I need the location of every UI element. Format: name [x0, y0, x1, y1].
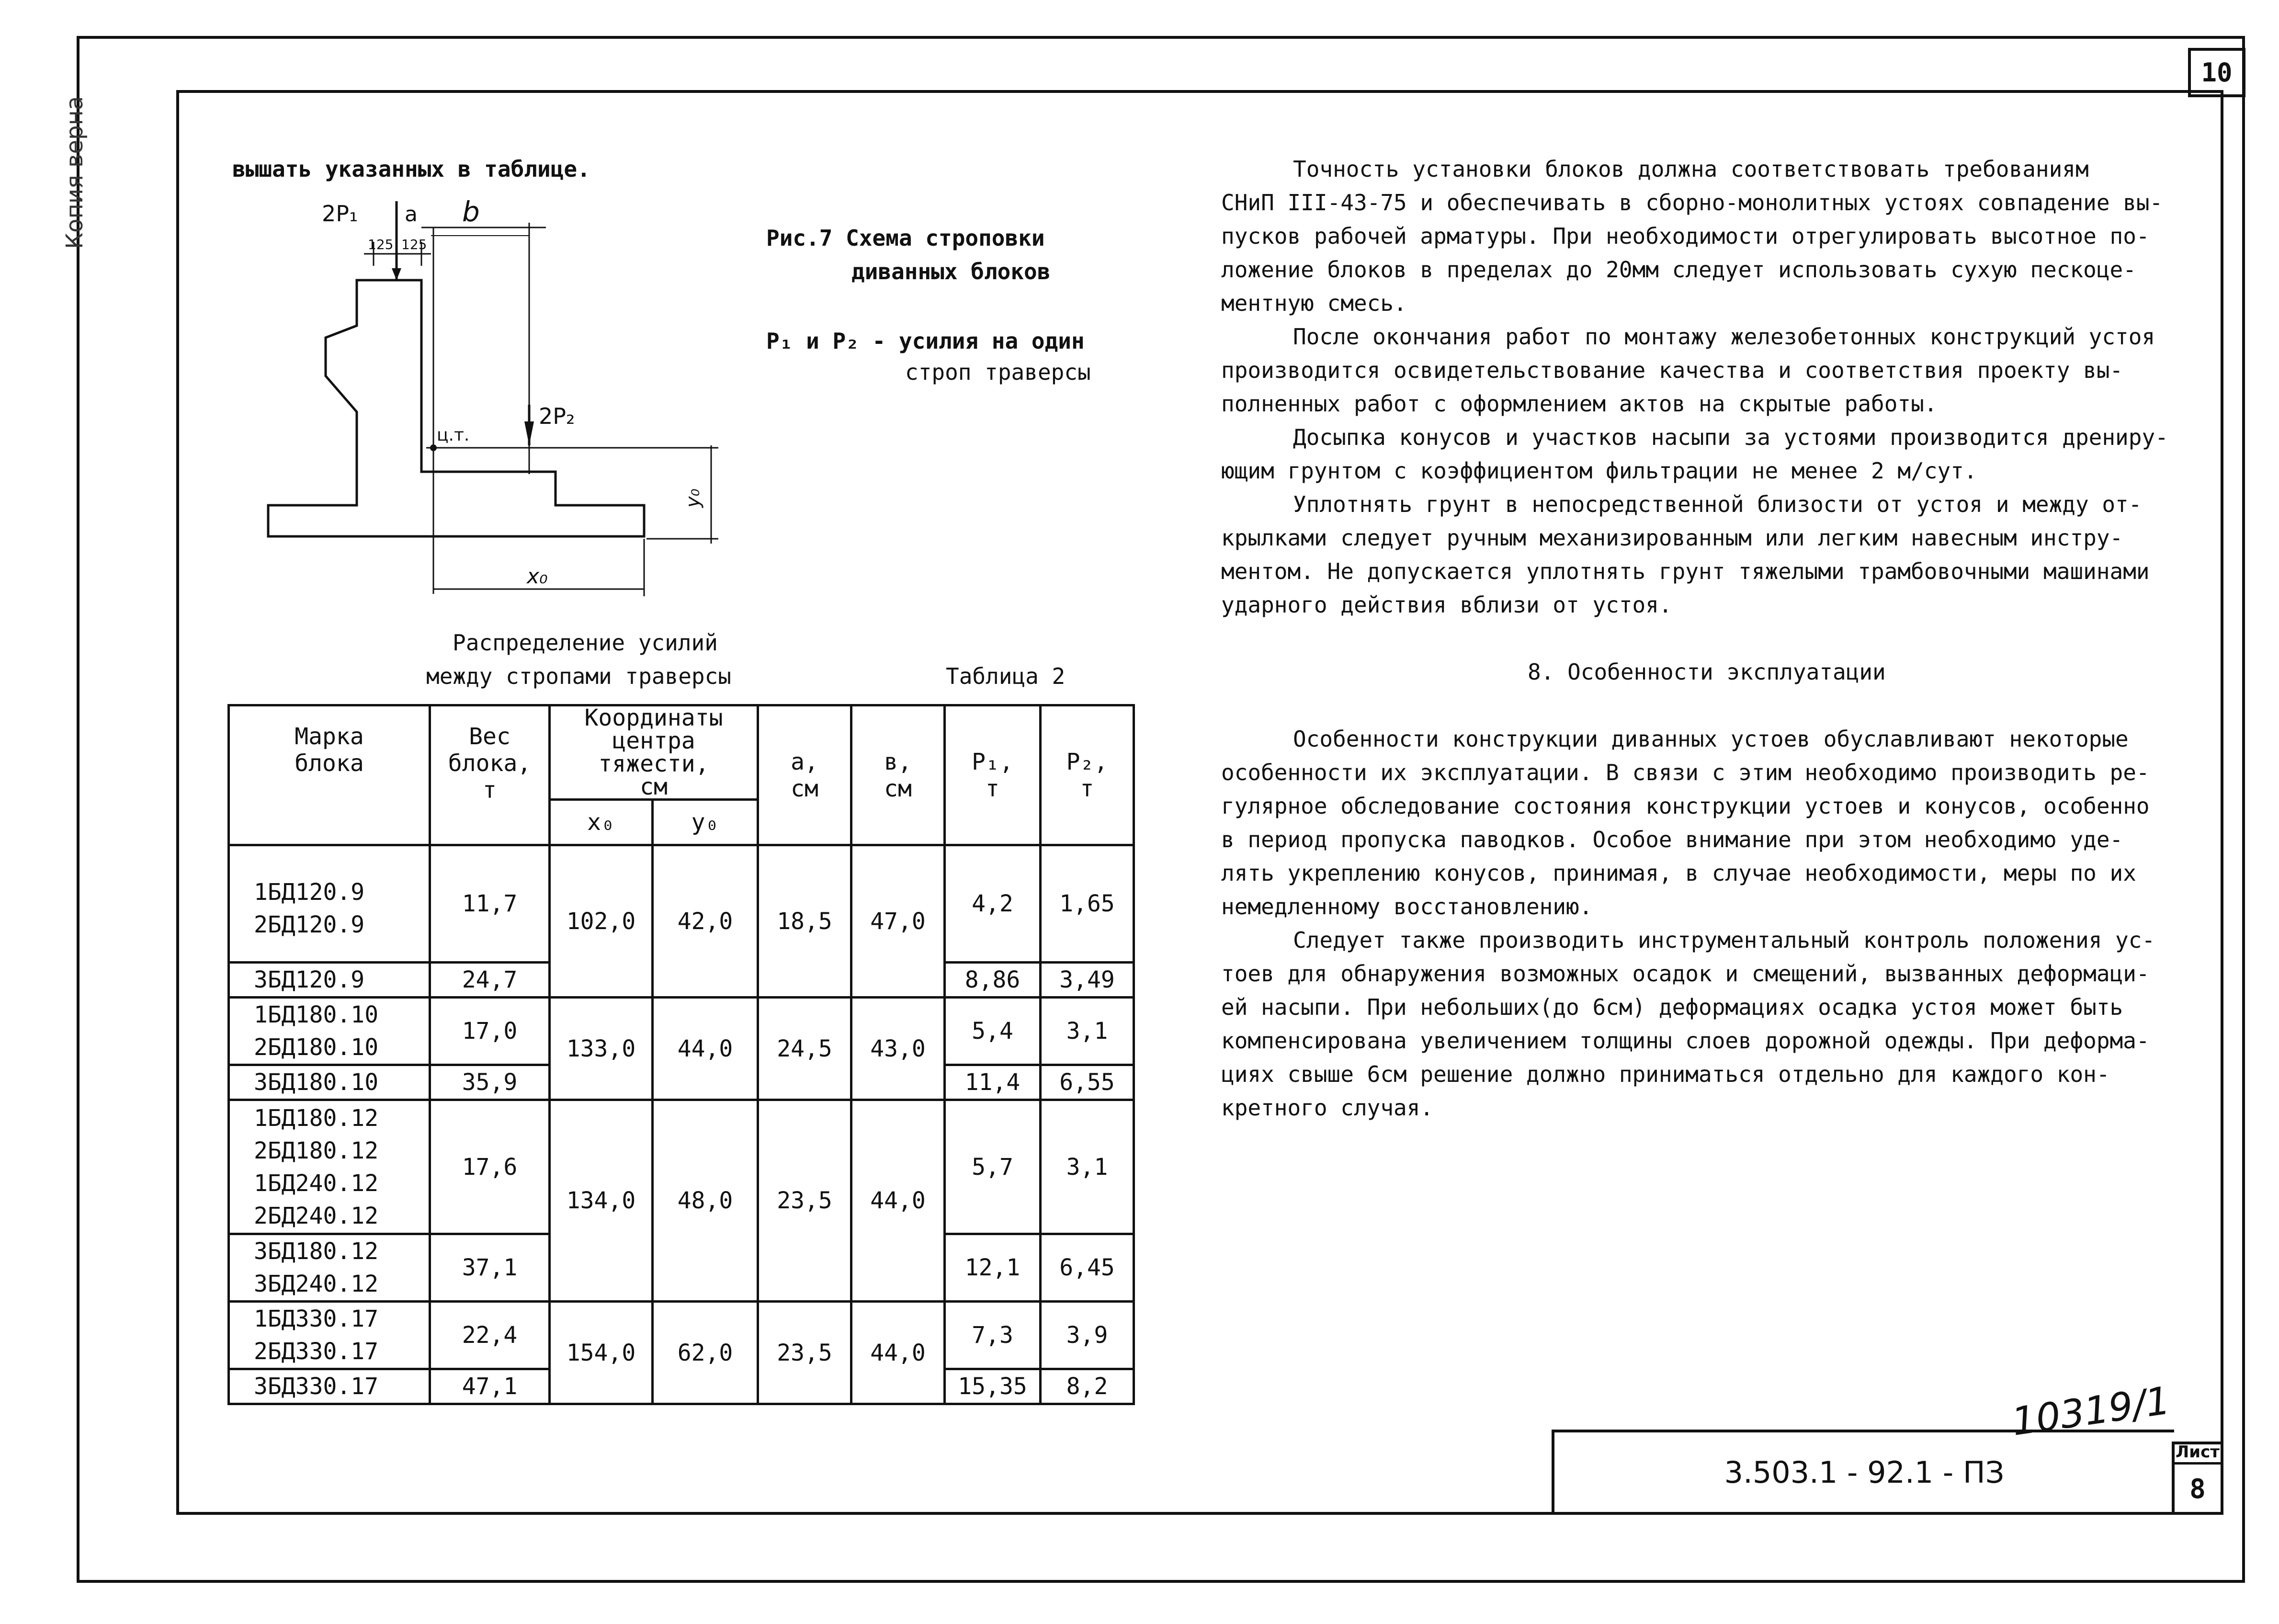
cell-x0: 133,0: [550, 998, 653, 1100]
cell-p1: 4,2: [945, 845, 1041, 963]
cell-a: 24,5: [758, 998, 851, 1100]
cell-b: 43,0: [851, 998, 945, 1100]
cell-weight: 17,6: [430, 1100, 550, 1234]
cell-a: 23,5: [758, 1100, 851, 1302]
cell-b: 47,0: [851, 845, 945, 998]
header-p1: P₁, т: [945, 705, 1041, 845]
header-x0: x₀: [550, 800, 653, 845]
cell-x0: 102,0: [550, 845, 653, 998]
header-mark: Марка блока: [229, 705, 430, 845]
cell-b: 44,0: [851, 1100, 945, 1302]
intro-line: вышать указанных в таблице.: [232, 156, 590, 182]
label-cm: ц.т.: [437, 425, 470, 445]
paragraph-inspection: После окончания работ по монтажу железобетонных конструкций устоя производится освидетельствование качества и соответствия проекту вы- полненных работ с оформлением актов на скрытые работы.: [1221, 324, 2155, 417]
table-title-line2: между стропами траверсы: [426, 663, 731, 689]
cell-p2: 6,55: [1041, 1065, 1134, 1100]
header-coords: Координаты центра тяжести, см: [550, 705, 758, 800]
cell-weight: 35,9: [430, 1065, 550, 1100]
cell-a: 18,5: [758, 845, 851, 998]
label-y0: y₀: [682, 488, 704, 508]
label-a: a: [405, 202, 418, 227]
cell-p2: 6,45: [1041, 1234, 1134, 1302]
header-a: a, см: [758, 705, 851, 845]
cell-p1: 7,3: [945, 1302, 1041, 1369]
section-heading: 8. Особенности эксплуатации: [1528, 659, 1886, 685]
label-x0: x₀: [527, 564, 548, 589]
cell-p1: 8,86: [945, 963, 1041, 998]
handwritten-number: 10319/1: [2009, 1378, 2173, 1444]
right-text-block: [1221, 152, 2168, 1124]
cell-a: 23,5: [758, 1302, 851, 1404]
cell-p2: 3,9: [1041, 1302, 1134, 1369]
cell-marks: 3БД180.10: [229, 1065, 430, 1100]
cell-p2: 8,2: [1041, 1369, 1134, 1404]
cell-x0: 134,0: [550, 1100, 653, 1302]
cell-weight: 24,7: [430, 963, 550, 998]
figure-legend-line2: строп траверсы: [905, 359, 1091, 385]
sheet-number: 8: [2189, 1474, 2206, 1505]
cell-marks: 1БД120.9 2БД120.9: [229, 845, 430, 963]
cell-p1: 11,4: [945, 1065, 1041, 1100]
cell-p1: 5,4: [945, 998, 1041, 1065]
cell-y0: 44,0: [653, 998, 758, 1100]
header-weight: Вес блока, т: [430, 705, 550, 845]
paragraph-instrumental-control: Следует также производить инструментальный контроль положения ус- тоев для обнаружения возможных осадок и смещений, вызванных деформаци- ей насыпи. При небольших(до 6см) деформациях осадка устоя может быть компенсирована увеличением толщины слоев дорожной одежды. При деформа- циях свыше 6см решение должно приниматься отдельно для каждого кон- кретного случая.: [1221, 927, 2155, 1121]
cell-marks: 1БД180.12 2БД180.12 1БД240.12 2БД240.12: [229, 1100, 430, 1234]
cell-marks: 3БД120.9: [229, 963, 430, 998]
center-of-mass-point: [430, 444, 437, 451]
cell-y0: 42,0: [653, 845, 758, 998]
block-outline: [268, 280, 644, 536]
table-label: Таблица 2: [946, 663, 1066, 689]
cell-marks: 1БД330.17 2БД330.17: [229, 1302, 430, 1369]
cell-marks: 3БД180.12 3БД240.12: [229, 1234, 430, 1302]
label-2p2: 2P₂: [539, 403, 575, 429]
figure-legend-line1: P₁ и P₂ - усилия на один: [766, 328, 1085, 354]
header-b: в, см: [851, 705, 945, 845]
label-dim-125-right: 125: [401, 237, 427, 252]
cell-weight: 47,1: [430, 1369, 550, 1404]
cell-p2: 3,49: [1041, 963, 1134, 998]
cell-p2: 3,1: [1041, 1100, 1134, 1234]
cell-p1: 12,1: [945, 1234, 1041, 1302]
side-stamp: Копия верна: [61, 96, 88, 249]
cell-marks: 3БД330.17: [229, 1369, 430, 1404]
block-slinging-diagram: [259, 189, 776, 601]
header-y0: y₀: [653, 800, 758, 845]
cell-weight: 37,1: [430, 1234, 550, 1302]
cell-marks: 1БД180.10 2БД180.10: [229, 998, 430, 1065]
label-dim-125-left: 125: [368, 237, 394, 252]
cell-weight: 22,4: [430, 1302, 550, 1369]
cell-weight: 17,0: [430, 998, 550, 1065]
paragraph-operation-features: Особенности конструкции диванных устоев обуславливают некоторые особенности их эксплуатации. В связи с этим необходимо производить ре- гулярное обследование состояния конструкции устоев и конусов, особенно в период пропуска паводков. Особое внимание при этом необходимо уде- лять укреплению конусов, принимая, в случае необходимости, меры по их немедленному восстановлению.: [1221, 726, 2150, 920]
document-code: 3.503.1 - 92.1 - ПЗ: [1552, 1430, 2174, 1515]
cell-y0: 48,0: [653, 1100, 758, 1302]
sheet-label: Лист: [2172, 1442, 2223, 1465]
cell-weight: 11,7: [430, 845, 550, 963]
cell-x0: 154,0: [550, 1302, 653, 1404]
paragraph-backfill: Досыпка конусов и участков насыпи за устоями производится дрениру- ющим грунтом с коэффициентом фильтрации не менее 2 м/сут.: [1221, 424, 2168, 484]
cell-y0: 62,0: [653, 1302, 758, 1404]
cell-b: 44,0: [851, 1302, 945, 1404]
cell-p2: 3,1: [1041, 998, 1134, 1065]
paragraph-installation-accuracy: Точность установки блоков должна соответствовать требованиям СНиП III-43-75 и обеспечивать в сборно-монолитных устоях совпадение вы- пусков рабочей арматуры. При необходимости отрегулировать высотное по- ложение блоков в пределах до 20мм следует использовать сухую пескоце- ментную смесь.: [1221, 156, 2163, 316]
header-p2: P₂, т: [1041, 705, 1134, 845]
label-2p1: 2P₁: [322, 201, 358, 227]
cell-p1: 5,7: [945, 1100, 1041, 1234]
label-b: b: [462, 195, 480, 228]
cell-p2: 1,65: [1041, 845, 1134, 963]
paragraph-compaction: Уплотнять грунт в непосредственной близости от устоя и между от- крылками следует ручным механизированным или легким навесным инстру- ментом. Не допускается уплотнять грунт тяжелыми трамбовочными машинами ударного действия вблизи от устоя.: [1221, 491, 2150, 618]
figure-caption-line1: Рис.7 Схема строповки: [766, 225, 1045, 251]
figure-caption-line2: диванных блоков: [851, 259, 1051, 284]
corner-number: 10: [2188, 48, 2245, 97]
cell-p1: 15,35: [945, 1369, 1041, 1404]
table-title-line1: Распределение усилий: [453, 630, 718, 656]
force-distribution-table: [227, 704, 1135, 1405]
